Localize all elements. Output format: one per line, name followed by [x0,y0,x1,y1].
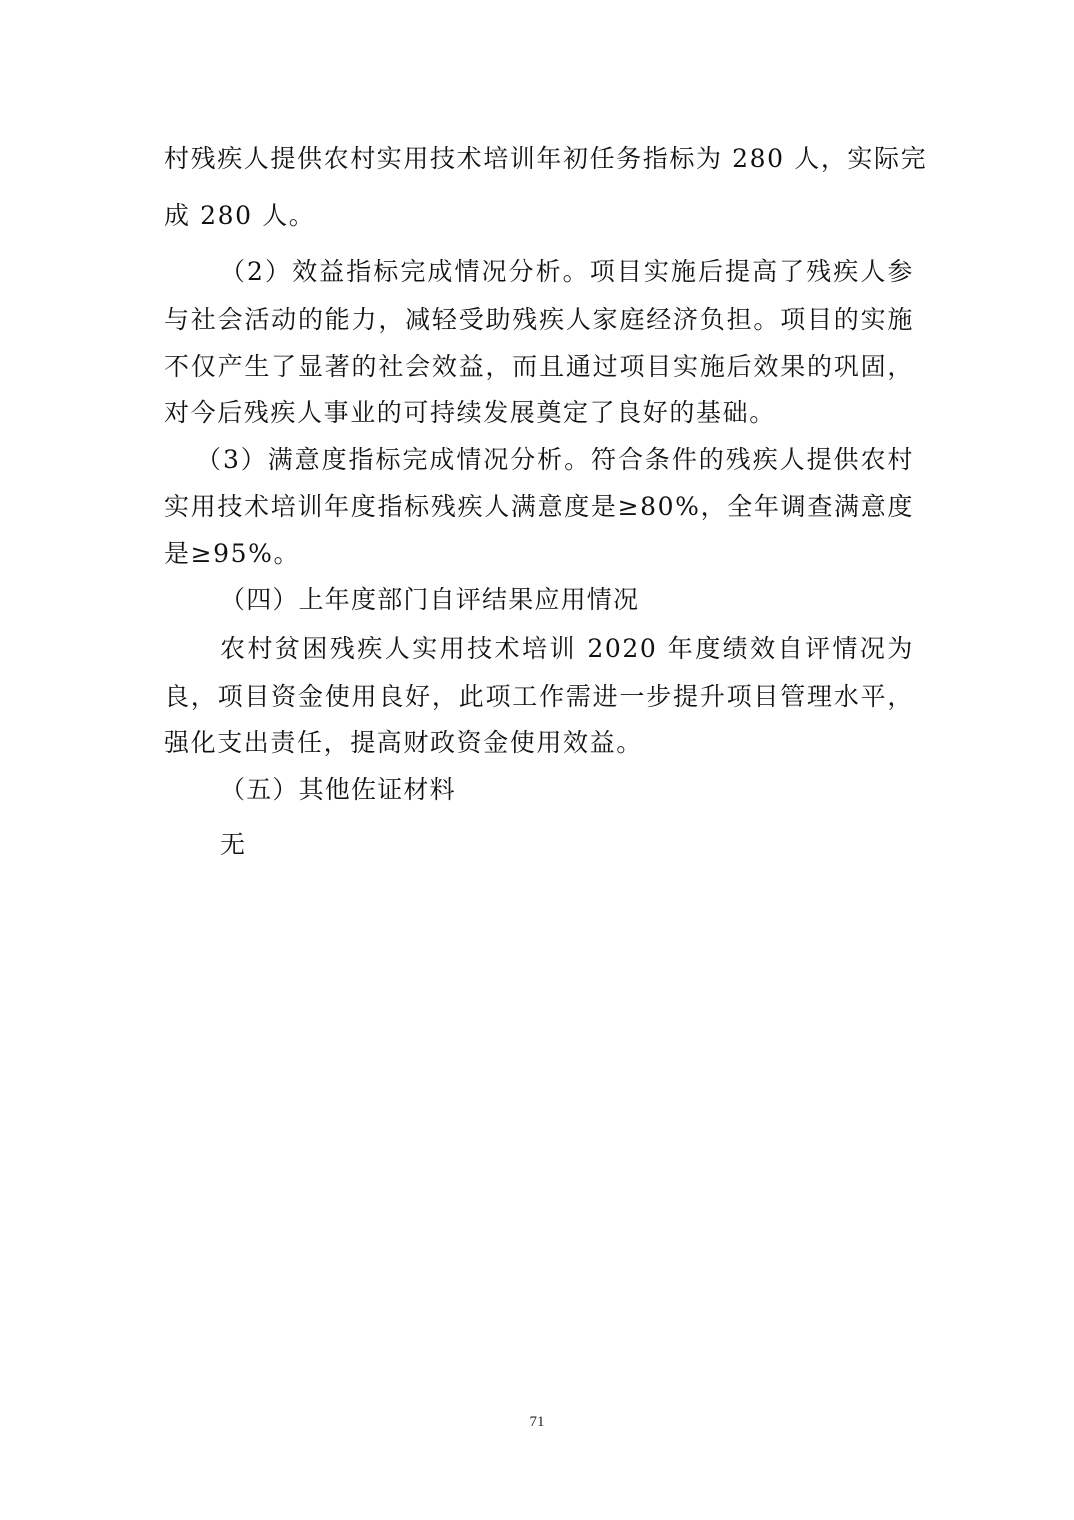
paragraph-line: 对今后残疾人事业的可持续发展奠定了良好的基础。 [164,398,776,427]
section-heading: （四）上年度部门自评结果应用情况 [220,585,640,614]
section-heading: （五）其他佐证材料 [220,775,456,804]
paragraph-line: 是≥95%。 [164,539,301,568]
page-number: 71 [529,1414,545,1430]
paragraph-line: 与社会活动的能力，减轻受助残疾人家庭经济负担。项目的实施 [164,305,914,334]
paragraph-line: 无 [220,830,247,859]
paragraph-line: （2）效益指标完成情况分析。项目实施后提高了残疾人参 [220,257,914,286]
paragraph-line: 强化支出责任，提高财政资金使用效益。 [164,728,643,757]
paragraph-line: 不仅产生了显著的社会效益，而且通过项目实施后效果的巩固， [164,352,914,381]
paragraph-line: （3）满意度指标完成情况分析。符合条件的残疾人提供农村 [196,445,914,474]
paragraph-line: 成 280 人。 [164,201,316,230]
paragraph-line: 村残疾人提供农村实用技术培训年初任务指标为 280 人，实际完 [164,144,928,173]
paragraph-line: 实用技术培训年度指标残疾人满意度是≥80%，全年调查满意度 [164,492,914,521]
paragraph-line: 农村贫困残疾人实用技术培训 2020 年度绩效自评情况为 [220,634,914,663]
paragraph-line: 良，项目资金使用良好，此项工作需进一步提升项目管理水平， [164,682,914,711]
